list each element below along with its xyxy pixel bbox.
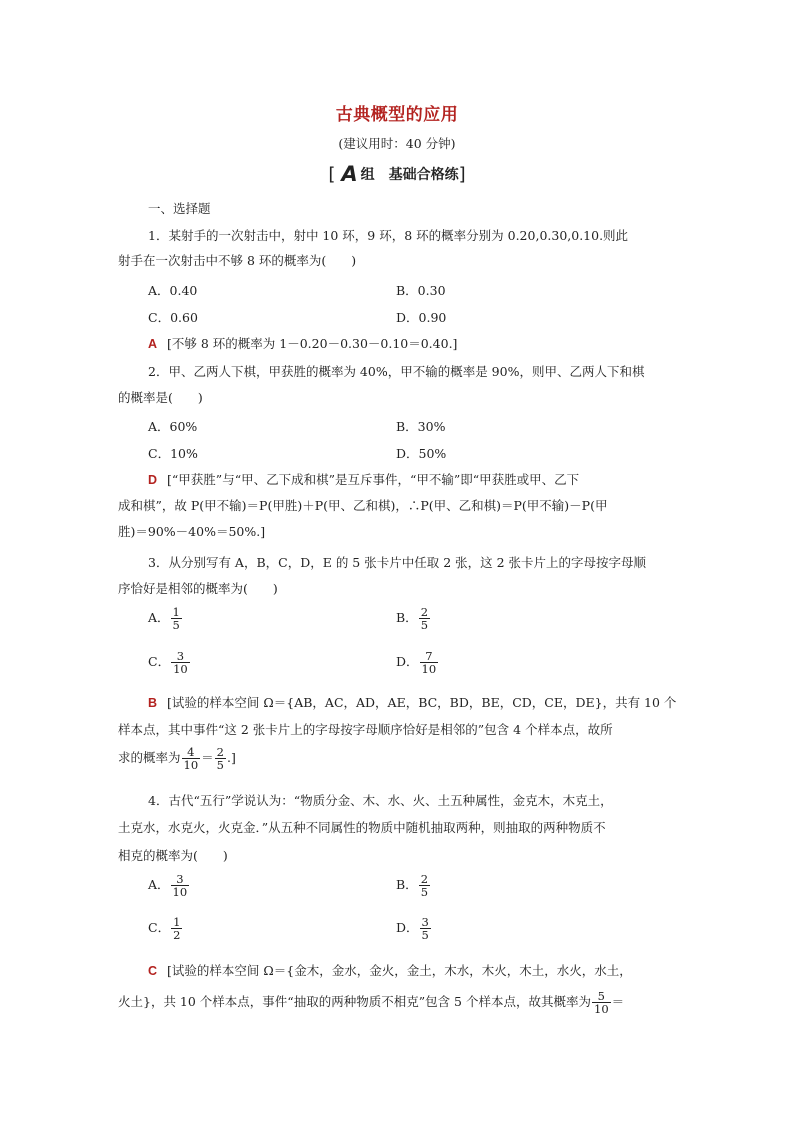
q3-option-d: D． $\frac{7}{10}$ bbox=[396, 649, 437, 677]
group-suffix: 组 bbox=[360, 167, 375, 183]
q1-option-c: C．0.60 bbox=[148, 310, 198, 325]
q1-answer-letter: A bbox=[148, 337, 158, 351]
q4-option-c-fraction: $\frac{1}{2}$ bbox=[173, 915, 181, 943]
q4-option-b: B． $\frac{2}{5}$ bbox=[396, 872, 429, 900]
q4-option-b-fraction: $\frac{2}{5}$ bbox=[420, 872, 429, 900]
bracket-right: ] bbox=[458, 164, 466, 185]
q3-option-b: B． $\frac{2}{5}$ bbox=[396, 605, 429, 633]
q4-stem-line1: 4．古代“五行”学说认为：“物质分金、木、水、火、土五种属性，金克木，木克土， bbox=[148, 793, 613, 808]
q3-option-c-fraction: $\frac{3}{10}$ bbox=[173, 649, 188, 677]
group-name: 基础合格练 bbox=[388, 167, 459, 183]
q3-stem-line1: 3．从分别写有 A，B，C，D，E 的 5 张卡片中任取 2 张，这 2 张卡片上的字母按字母顺 bbox=[148, 555, 647, 570]
q2-option-c: C．10% bbox=[148, 446, 198, 461]
q2-option-d: D．50% bbox=[396, 446, 447, 461]
q3-answer bbox=[148, 693, 676, 711]
group-letter: A bbox=[341, 162, 358, 186]
q4-option-d-fraction: $\frac{3}{5}$ bbox=[421, 915, 429, 943]
q4-answer bbox=[148, 961, 632, 979]
q1-option-b: B．0.30 bbox=[396, 283, 446, 298]
q3-option-c: C． $\frac{3}{10}$ bbox=[148, 649, 188, 677]
q1-explanation: [不够 8 环的概率为 1－0.20－0.30－0.10＝0.40.] bbox=[167, 336, 458, 351]
q4-option-a-fraction: $\frac{3}{10}$ bbox=[172, 872, 188, 900]
q1-stem-line1: 1．某射手的一次射击中，射中 10 环，9 环，8 环的概率分别为 0.20,0.30,0.10.则此 bbox=[148, 228, 629, 243]
suggested-time: (建议用时：40 分钟) bbox=[338, 136, 456, 151]
q4-stem-line2: 土克水，水克火，火克金．”从五种不同属性的物质中随机抽取两种，则抽取的两种物质不 bbox=[118, 820, 606, 835]
page-title: 古典概型的应用 bbox=[335, 105, 459, 125]
q3-answer-letter: B bbox=[148, 696, 158, 710]
q3-stem-line2: 序恰好是相邻的概率为( ) bbox=[118, 581, 278, 596]
group-heading bbox=[0, 162, 794, 186]
q2-explanation-line2: 成和棋”，故 P(甲不输)＝P(甲胜)＋P(甲、乙和棋)，∴P(甲、乙和棋)＝P(甲不输)－P(甲 bbox=[118, 498, 608, 513]
q2-stem-line2: 的概率是( ) bbox=[118, 390, 203, 405]
q1-stem-line2: 射手在一次射击中不够 8 环的概率为( ) bbox=[118, 253, 357, 268]
q3-option-a-fraction: $\frac{1}{5}$ bbox=[172, 605, 180, 633]
q3-explanation-line1: [试验的样本空间 Ω＝{AB，AC，AD，AE，BC，BD，BE，CD，CE，DE}，共有 10 个 bbox=[167, 695, 677, 710]
q4-explanation-line1: [试验的样本空间 Ω＝{金木，金水，金火，金土，木水，木火，木土，水火，水土， bbox=[167, 963, 632, 978]
q4-option-d: D． $\frac{3}{5}$ bbox=[396, 915, 429, 943]
q1-answer bbox=[148, 334, 457, 352]
q3-option-a: A． $\frac{1}{5}$ bbox=[148, 605, 180, 633]
q4-stem-line3: 相克的概率为( ) bbox=[118, 848, 228, 863]
q3-fraction-2-5: $\frac{2}{5}$ bbox=[216, 745, 224, 773]
q1-option-a: A．0.40 bbox=[148, 283, 198, 298]
section-heading: 一、选择题 bbox=[148, 201, 211, 216]
q2-explanation-line1: [“甲获胜”与“甲、乙下成和棋”是互斥事件，“甲不输”即“甲获胜或甲、乙下 bbox=[167, 472, 580, 487]
q3-fraction-4-10: $\frac{4}{10}$ bbox=[183, 745, 199, 773]
q2-option-b: B．30% bbox=[396, 419, 446, 434]
q4-option-c: C． $\frac{1}{2}$ bbox=[148, 915, 181, 943]
q2-option-a: A．60% bbox=[148, 419, 198, 434]
q2-answer-letter: D bbox=[148, 473, 158, 487]
q4-answer-letter: C bbox=[148, 964, 158, 978]
q4-explanation-line2: 火土}，共 10 个样本点，事件“抽取的两种物质不相克”包含 5 个样本点，故其概率为 $\frac{5}{10}$ ＝ bbox=[118, 989, 625, 1017]
q4-option-a: A． $\frac{3}{10}$ bbox=[148, 872, 188, 900]
q3-explanation-line3: 求的概率为 $\frac{4}{10}$ ＝ $\frac{2}{5}$ .] bbox=[118, 745, 236, 773]
q2-explanation-line3: 胜)＝90%－40%＝50%.] bbox=[118, 524, 266, 539]
q3-option-b-fraction: $\frac{2}{5}$ bbox=[420, 605, 429, 633]
bracket-left: [ bbox=[328, 164, 336, 185]
q4-fraction-5-10: $\frac{5}{10}$ bbox=[594, 989, 609, 1017]
q1-option-d: D．0.90 bbox=[396, 310, 447, 325]
q3-option-d-fraction: $\frac{7}{10}$ bbox=[421, 649, 437, 677]
q2-answer bbox=[148, 470, 579, 488]
q3-explanation-line2: 样本点，其中事件“这 2 张卡片上的字母按字母顺序恰好是相邻的”包含 4 个样本点，故所 bbox=[118, 722, 613, 737]
q2-stem-line1: 2．甲、乙两人下棋，甲获胜的概率为 40%，甲不输的概率是 90%，则甲、乙两人下和棋 bbox=[148, 364, 645, 379]
